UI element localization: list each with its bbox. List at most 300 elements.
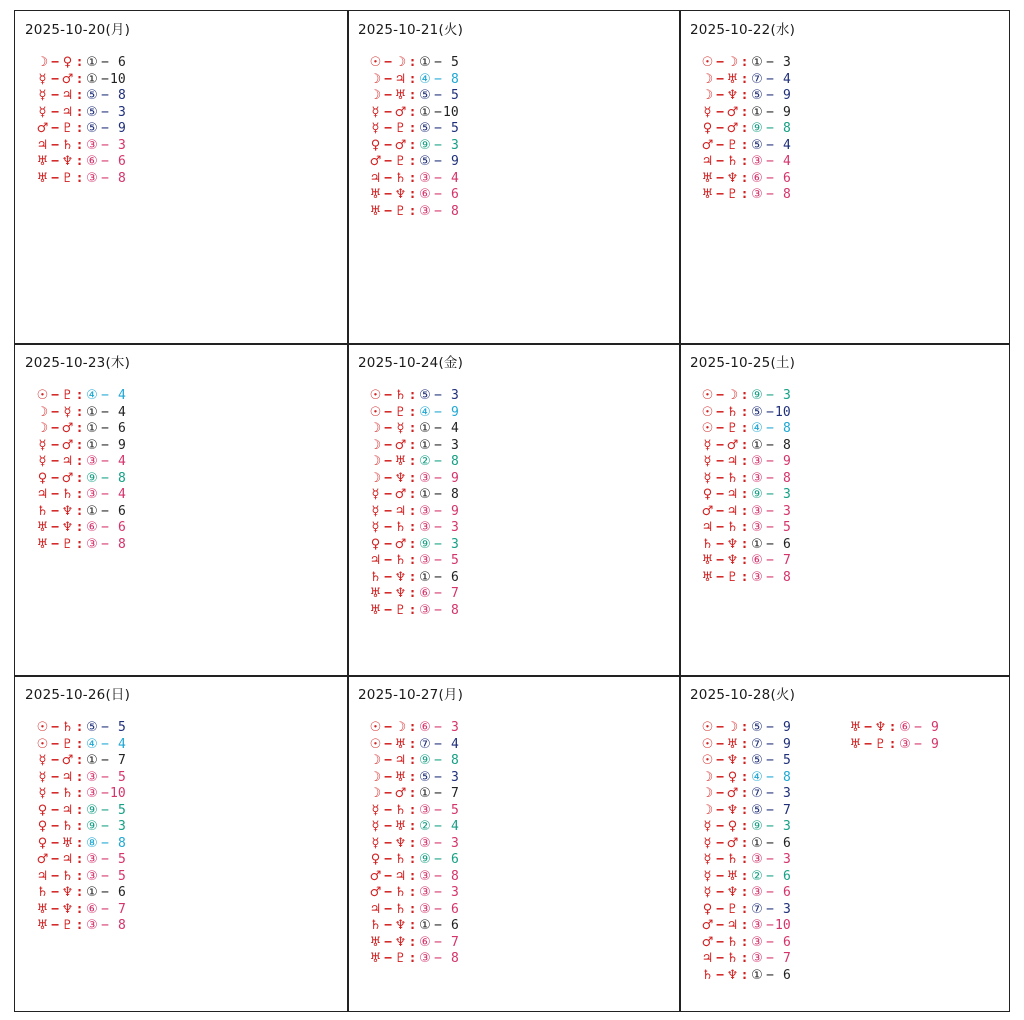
dash-separator: − bbox=[101, 104, 109, 120]
dash-separator: − bbox=[51, 88, 59, 103]
dash-separator: − bbox=[384, 868, 392, 884]
aspect-circle-number: ⑤ bbox=[751, 404, 763, 420]
dash-separator: − bbox=[434, 802, 442, 818]
aspect-entry bbox=[700, 852, 809, 869]
aspect-entry bbox=[35, 454, 144, 471]
planet-b-symbol: ♄ bbox=[726, 154, 739, 169]
aspect-strength-value: 4 bbox=[118, 404, 126, 420]
aspect-strength-value: 8 bbox=[783, 569, 791, 585]
colon-separator: : bbox=[75, 736, 84, 752]
planet-b-symbol: ♄ bbox=[61, 487, 74, 502]
planet-a-symbol: ☉ bbox=[701, 736, 714, 752]
dash-separator: − bbox=[384, 901, 392, 917]
planet-a-symbol: ♂ bbox=[701, 137, 714, 153]
colon-separator: : bbox=[75, 852, 84, 867]
aspect-entry bbox=[368, 570, 477, 587]
aspect-entry bbox=[35, 405, 144, 422]
dash-separator: − bbox=[716, 137, 724, 153]
aspect-entry bbox=[368, 187, 477, 204]
dash-separator: − bbox=[766, 520, 774, 535]
dash-separator: − bbox=[434, 586, 442, 601]
planet-a-symbol: ♀ bbox=[702, 901, 713, 917]
colon-separator: : bbox=[408, 934, 417, 950]
dash-separator: − bbox=[101, 71, 109, 87]
planet-b-symbol: ♇ bbox=[61, 736, 74, 752]
aspect-circle-number: ③ bbox=[86, 454, 98, 469]
dash-separator: − bbox=[716, 437, 724, 453]
dash-separator: − bbox=[434, 753, 442, 768]
aspect-list bbox=[368, 388, 477, 619]
aspect-list bbox=[35, 388, 144, 553]
planet-b-symbol: ♂ bbox=[726, 786, 739, 801]
dash-separator: − bbox=[384, 553, 392, 568]
planet-a-symbol: ♂ bbox=[701, 934, 714, 950]
dash-separator: − bbox=[51, 901, 59, 917]
dash-separator: − bbox=[766, 470, 774, 486]
dash-separator: − bbox=[716, 421, 724, 436]
planet-a-symbol: ♅ bbox=[369, 203, 382, 219]
dash-separator: − bbox=[384, 203, 392, 219]
planet-a-symbol: ☿ bbox=[38, 769, 47, 785]
aspect-strength-value: 3 bbox=[451, 835, 459, 851]
colon-separator: : bbox=[408, 819, 417, 834]
planet-a-symbol: ♃ bbox=[369, 901, 382, 917]
colon-separator: : bbox=[740, 885, 749, 900]
dash-separator: − bbox=[51, 121, 59, 136]
aspect-entry bbox=[368, 204, 477, 221]
dash-separator: − bbox=[384, 569, 392, 585]
aspect-circle-number: ① bbox=[419, 918, 431, 933]
aspect-entry bbox=[35, 902, 144, 919]
dash-separator: − bbox=[766, 487, 774, 502]
aspect-strength-value: 5 bbox=[451, 121, 459, 136]
planet-b-symbol: ♄ bbox=[61, 786, 74, 801]
dash-separator: − bbox=[716, 736, 724, 752]
planet-a-symbol: ☉ bbox=[369, 720, 382, 735]
aspect-entry bbox=[368, 786, 477, 803]
dash-separator: − bbox=[101, 404, 109, 420]
aspect-strength-value: 6 bbox=[118, 154, 126, 169]
dash-separator: − bbox=[101, 769, 109, 785]
aspect-circle-number: ③ bbox=[419, 868, 431, 884]
aspect-strength-value: 3 bbox=[783, 55, 791, 70]
aspect-entry bbox=[35, 121, 144, 138]
aspect-entry bbox=[848, 737, 957, 754]
planet-b-symbol: ♂ bbox=[61, 71, 74, 87]
planet-b-symbol: ♃ bbox=[726, 918, 739, 933]
dash-separator: − bbox=[384, 720, 392, 735]
dash-separator: − bbox=[716, 819, 724, 834]
aspect-entry bbox=[35, 737, 144, 754]
planet-a-symbol: ☿ bbox=[371, 121, 380, 136]
aspect-circle-number: ① bbox=[86, 71, 98, 87]
aspect-strength-value: 8 bbox=[118, 835, 126, 851]
aspect-circle-number: ⑥ bbox=[899, 720, 911, 735]
dash-separator: − bbox=[914, 736, 922, 752]
aspect-strength-value: 6 bbox=[451, 918, 459, 933]
dash-separator: − bbox=[101, 901, 109, 917]
planet-a-symbol: ♅ bbox=[36, 170, 49, 186]
aspect-entry bbox=[35, 105, 144, 122]
aspect-strength-value: 9 bbox=[451, 470, 459, 486]
dash-separator: − bbox=[766, 404, 774, 420]
planet-b-symbol: ♅ bbox=[394, 454, 407, 469]
aspect-circle-number: ④ bbox=[419, 71, 431, 87]
dash-separator: − bbox=[384, 602, 392, 618]
aspect-circle-number: ③ bbox=[86, 536, 98, 552]
aspect-strength-value: 4 bbox=[783, 71, 791, 87]
aspect-strength-value: 6 bbox=[451, 901, 459, 917]
aspect-circle-number: ⑥ bbox=[751, 553, 763, 568]
day-date-label: 2025-10-26(日) bbox=[25, 687, 131, 703]
planet-a-symbol: ☿ bbox=[703, 885, 712, 900]
aspect-strength-value: 8 bbox=[451, 602, 459, 618]
planet-b-symbol: ♃ bbox=[726, 454, 739, 469]
aspect-circle-number: ⑨ bbox=[419, 536, 431, 552]
aspect-circle-number: ⑤ bbox=[86, 88, 98, 103]
aspect-circle-number: ③ bbox=[86, 137, 98, 153]
aspect-strength-value: 8 bbox=[118, 88, 126, 103]
aspect-strength-value: 6 bbox=[118, 55, 126, 70]
planet-b-symbol: ♆ bbox=[394, 835, 407, 851]
aspect-strength-value: 9 bbox=[783, 104, 791, 120]
dash-separator: − bbox=[384, 454, 392, 469]
aspect-circle-number: ③ bbox=[419, 885, 431, 900]
planet-b-symbol: ♃ bbox=[61, 852, 74, 867]
planet-a-symbol: ♀ bbox=[702, 121, 713, 136]
planet-b-symbol: ♆ bbox=[61, 901, 74, 917]
planet-a-symbol: ☿ bbox=[38, 104, 47, 120]
planet-a-symbol: ☽ bbox=[369, 421, 382, 436]
dash-separator: − bbox=[766, 934, 774, 950]
colon-separator: : bbox=[408, 88, 417, 103]
dash-separator: − bbox=[101, 503, 109, 519]
aspect-entry bbox=[700, 968, 809, 985]
aspect-entry bbox=[368, 553, 477, 570]
aspect-entry bbox=[368, 105, 477, 122]
dash-separator: − bbox=[716, 71, 724, 87]
dash-separator: − bbox=[716, 934, 724, 950]
dash-separator: − bbox=[766, 868, 774, 884]
planet-b-symbol: ♆ bbox=[726, 553, 739, 568]
planet-a-symbol: ♄ bbox=[701, 536, 714, 552]
aspect-strength-value: 8 bbox=[451, 203, 459, 219]
aspect-entry bbox=[700, 819, 809, 836]
planet-a-symbol: ☿ bbox=[371, 104, 380, 120]
aspect-circle-number: ⑤ bbox=[751, 88, 763, 103]
planet-b-symbol: ♅ bbox=[394, 88, 407, 103]
aspect-strength-value: 3 bbox=[451, 720, 459, 735]
day-date-label: 2025-10-20(月) bbox=[25, 22, 131, 38]
aspect-strength-value: 6 bbox=[783, 170, 791, 186]
dash-separator: − bbox=[384, 388, 392, 403]
aspect-entry bbox=[368, 902, 477, 919]
planet-a-symbol: ☽ bbox=[369, 769, 382, 785]
aspect-circle-number: ③ bbox=[899, 736, 911, 752]
colon-separator: : bbox=[408, 720, 417, 735]
aspect-entry bbox=[35, 885, 144, 902]
aspect-strength-value: 7 bbox=[451, 934, 459, 950]
aspect-list bbox=[368, 55, 477, 220]
colon-separator: : bbox=[408, 154, 417, 169]
aspect-circle-number: ③ bbox=[751, 454, 763, 469]
aspect-strength-value: 3 bbox=[451, 388, 459, 403]
planet-b-symbol: ♇ bbox=[394, 203, 407, 219]
planet-a-symbol: ♃ bbox=[36, 137, 49, 153]
colon-separator: : bbox=[408, 753, 417, 768]
aspect-strength-value: 6 bbox=[451, 187, 459, 202]
planet-b-symbol: ♆ bbox=[394, 586, 407, 601]
aspect-entry bbox=[35, 421, 144, 438]
planet-a-symbol: ☉ bbox=[369, 388, 382, 403]
aspect-entry bbox=[368, 737, 477, 754]
aspect-strength-value: 9 bbox=[118, 437, 126, 453]
dash-separator: − bbox=[766, 503, 774, 519]
colon-separator: : bbox=[408, 586, 417, 601]
planet-a-symbol: ♅ bbox=[36, 536, 49, 552]
colon-separator: : bbox=[740, 569, 749, 585]
aspect-strength-value: 4 bbox=[451, 736, 459, 752]
planet-b-symbol: ♆ bbox=[394, 569, 407, 585]
dash-separator: − bbox=[384, 934, 392, 950]
aspect-strength-value: 6 bbox=[118, 421, 126, 436]
planet-a-symbol: ☿ bbox=[38, 753, 47, 768]
colon-separator: : bbox=[740, 951, 749, 966]
planet-a-symbol: ☽ bbox=[701, 769, 714, 785]
dash-separator: − bbox=[51, 437, 59, 453]
aspect-list bbox=[700, 720, 809, 984]
planet-a-symbol: ☉ bbox=[701, 720, 714, 735]
planet-a-symbol: ☿ bbox=[371, 503, 380, 519]
aspect-strength-value: 3 bbox=[451, 769, 459, 785]
planet-a-symbol: ♂ bbox=[36, 852, 49, 867]
planet-b-symbol: ♆ bbox=[61, 503, 74, 519]
aspect-strength-value: 7 bbox=[451, 786, 459, 801]
colon-separator: : bbox=[408, 852, 417, 867]
planet-a-symbol: ♃ bbox=[36, 868, 49, 884]
dash-separator: − bbox=[434, 736, 442, 752]
aspect-entry bbox=[368, 885, 477, 902]
planet-a-symbol: ♅ bbox=[701, 187, 714, 202]
dash-separator: − bbox=[434, 187, 442, 202]
aspect-strength-value: 3 bbox=[451, 536, 459, 552]
dash-separator: − bbox=[51, 55, 59, 70]
aspect-strength-value: 6 bbox=[783, 885, 791, 900]
planet-b-symbol: ♂ bbox=[394, 536, 407, 552]
day-cell bbox=[348, 344, 680, 676]
aspect-circle-number: ⑥ bbox=[419, 934, 431, 950]
aspect-strength-value: 5 bbox=[451, 55, 459, 70]
planet-a-symbol: ♅ bbox=[701, 170, 714, 186]
aspect-strength-value: 10 bbox=[110, 71, 126, 87]
aspect-circle-number: ⑥ bbox=[419, 720, 431, 735]
aspect-list bbox=[368, 720, 477, 968]
aspect-circle-number: ⑤ bbox=[419, 154, 431, 169]
dash-separator: − bbox=[434, 154, 442, 169]
aspect-strength-value: 6 bbox=[451, 852, 459, 867]
planet-a-symbol: ♃ bbox=[701, 951, 714, 966]
aspect-entry bbox=[35, 471, 144, 488]
aspect-entry bbox=[368, 438, 477, 455]
aspect-circle-number: ⑨ bbox=[751, 121, 763, 136]
dash-separator: − bbox=[766, 55, 774, 70]
planet-b-symbol: ☽ bbox=[726, 55, 739, 70]
dash-separator: − bbox=[384, 802, 392, 818]
planet-b-symbol: ♃ bbox=[394, 503, 407, 519]
aspect-strength-value: 7 bbox=[451, 586, 459, 601]
aspect-strength-value: 8 bbox=[451, 71, 459, 87]
planet-a-symbol: ♂ bbox=[369, 868, 382, 884]
dash-separator: − bbox=[716, 404, 724, 420]
aspect-entry bbox=[700, 504, 809, 521]
aspect-strength-value: 3 bbox=[118, 137, 126, 153]
aspect-strength-value: 9 bbox=[931, 736, 939, 752]
aspect-strength-value: 3 bbox=[783, 503, 791, 519]
planet-a-symbol: ♀ bbox=[702, 487, 713, 502]
planet-b-symbol: ♇ bbox=[726, 901, 739, 917]
dash-separator: − bbox=[101, 536, 109, 552]
dash-separator: − bbox=[101, 121, 109, 136]
aspect-strength-value: 6 bbox=[783, 934, 791, 950]
aspect-entry bbox=[35, 918, 144, 935]
aspect-circle-number: ① bbox=[751, 437, 763, 453]
aspect-entry bbox=[368, 935, 477, 952]
aspect-strength-value: 6 bbox=[783, 835, 791, 851]
planet-a-symbol: ♅ bbox=[369, 187, 382, 202]
aspect-strength-value: 3 bbox=[783, 786, 791, 801]
colon-separator: : bbox=[408, 602, 417, 618]
planet-b-symbol: ♅ bbox=[61, 835, 74, 851]
aspect-circle-number: ③ bbox=[86, 487, 98, 502]
aspect-entry bbox=[368, 454, 477, 471]
aspect-entry bbox=[700, 520, 809, 537]
dash-separator: − bbox=[914, 720, 922, 735]
aspect-strength-value: 8 bbox=[783, 437, 791, 453]
colon-separator: : bbox=[740, 769, 749, 785]
planet-b-symbol: ♆ bbox=[726, 885, 739, 900]
colon-separator: : bbox=[740, 404, 749, 420]
planet-a-symbol: ♄ bbox=[36, 503, 49, 519]
day-date-label: 2025-10-28(火) bbox=[690, 687, 796, 703]
aspect-strength-value: 3 bbox=[451, 885, 459, 900]
colon-separator: : bbox=[408, 187, 417, 202]
colon-separator: : bbox=[740, 967, 749, 983]
dash-separator: − bbox=[434, 602, 442, 618]
dash-separator: − bbox=[766, 104, 774, 120]
day-cell bbox=[680, 676, 1011, 1013]
aspect-strength-value: 8 bbox=[451, 868, 459, 884]
colon-separator: : bbox=[408, 569, 417, 585]
aspect-circle-number: ⑨ bbox=[419, 753, 431, 768]
planet-b-symbol: ♄ bbox=[394, 520, 407, 535]
aspect-strength-value: 6 bbox=[451, 569, 459, 585]
colon-separator: : bbox=[740, 71, 749, 87]
dash-separator: − bbox=[716, 868, 724, 884]
planet-a-symbol: ☽ bbox=[369, 454, 382, 469]
aspect-circle-number: ① bbox=[86, 437, 98, 453]
day-cell bbox=[15, 344, 348, 676]
aspect-strength-value: 3 bbox=[783, 487, 791, 502]
dash-separator: − bbox=[384, 835, 392, 851]
planet-a-symbol: ☽ bbox=[36, 421, 49, 436]
aspect-strength-value: 8 bbox=[451, 487, 459, 502]
dash-separator: − bbox=[434, 388, 442, 403]
aspect-entry bbox=[35, 836, 144, 853]
aspect-entry bbox=[700, 737, 809, 754]
dash-separator: − bbox=[384, 852, 392, 867]
dash-separator: − bbox=[51, 454, 59, 469]
planet-a-symbol: ♃ bbox=[701, 520, 714, 535]
dash-separator: − bbox=[766, 819, 774, 834]
aspect-strength-value: 5 bbox=[451, 802, 459, 818]
planet-b-symbol: ♅ bbox=[726, 736, 739, 752]
aspect-entry bbox=[368, 836, 477, 853]
dash-separator: − bbox=[51, 852, 59, 867]
dash-separator: − bbox=[384, 154, 392, 169]
aspect-entry bbox=[700, 121, 809, 138]
dash-separator: − bbox=[766, 918, 774, 933]
dash-separator: − bbox=[716, 967, 724, 983]
aspect-strength-value: 4 bbox=[783, 154, 791, 169]
dash-separator: − bbox=[101, 421, 109, 436]
colon-separator: : bbox=[75, 769, 84, 785]
planet-b-symbol: ♂ bbox=[726, 437, 739, 453]
planet-b-symbol: ♂ bbox=[726, 121, 739, 136]
dash-separator: − bbox=[434, 786, 442, 801]
planet-a-symbol: ☿ bbox=[703, 104, 712, 120]
aspect-circle-number: ⑤ bbox=[419, 388, 431, 403]
colon-separator: : bbox=[740, 802, 749, 818]
planet-a-symbol: ♄ bbox=[369, 569, 382, 585]
colon-separator: : bbox=[740, 553, 749, 568]
planet-b-symbol: ♇ bbox=[394, 951, 407, 966]
aspect-circle-number: ③ bbox=[751, 934, 763, 950]
dash-separator: − bbox=[716, 487, 724, 502]
dash-separator: − bbox=[434, 569, 442, 585]
colon-separator: : bbox=[75, 503, 84, 519]
aspect-strength-value: 9 bbox=[783, 88, 791, 103]
aspect-entry bbox=[35, 753, 144, 770]
aspect-entry bbox=[700, 869, 809, 886]
dash-separator: − bbox=[384, 536, 392, 552]
dash-separator: − bbox=[716, 388, 724, 403]
colon-separator: : bbox=[408, 786, 417, 801]
colon-separator: : bbox=[75, 154, 84, 169]
aspect-entry bbox=[35, 786, 144, 803]
aspect-circle-number: ② bbox=[419, 454, 431, 469]
aspect-strength-value: 7 bbox=[783, 553, 791, 568]
aspect-circle-number: ⑦ bbox=[751, 786, 763, 801]
aspect-strength-value: 5 bbox=[118, 802, 126, 818]
dash-separator: − bbox=[51, 802, 59, 818]
aspect-strength-value: 3 bbox=[118, 819, 126, 834]
aspect-circle-number: ① bbox=[419, 437, 431, 453]
dash-separator: − bbox=[101, 55, 109, 70]
dash-separator: − bbox=[101, 885, 109, 900]
aspect-entry bbox=[848, 720, 957, 737]
aspect-strength-value: 8 bbox=[783, 421, 791, 436]
planet-a-symbol: ☽ bbox=[36, 55, 49, 70]
aspect-circle-number: ① bbox=[419, 487, 431, 502]
day-cell bbox=[15, 676, 348, 1013]
aspect-circle-number: ⑨ bbox=[86, 470, 98, 486]
dash-separator: − bbox=[864, 720, 872, 735]
planet-b-symbol: ♃ bbox=[394, 71, 407, 87]
planet-b-symbol: ♆ bbox=[874, 720, 887, 735]
planet-b-symbol: ♂ bbox=[61, 421, 74, 436]
planet-a-symbol: ☽ bbox=[701, 88, 714, 103]
planet-b-symbol: ♇ bbox=[394, 602, 407, 618]
